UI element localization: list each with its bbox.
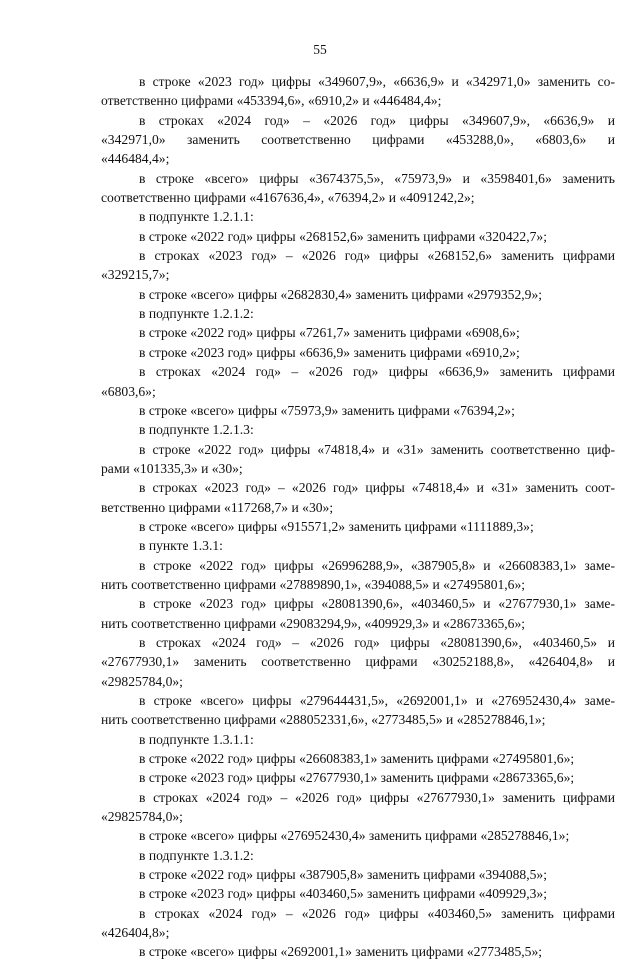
text-line: «446484,4»;: [101, 151, 170, 167]
text-line: в строке «2022 год» цифры «26608383,1» заменить цифрами «27495801,6»;: [139, 751, 575, 767]
text-line: в строке «2023 год» цифры «28081390,6», «403460,5» и «27677930,1» заме-: [139, 596, 615, 612]
text-line: в строках «2024 год» – «2026 год» цифры «28081390,6», «403460,5» и: [139, 634, 615, 650]
text-line: в строке «всего» цифры «915571,2» заменить цифрами «1111889,3»;: [139, 518, 534, 534]
document-body: [101, 72, 615, 962]
text-line: в строке «2023 год» цифры «403460,5» заменить цифрами «409929,3»;: [139, 886, 547, 902]
text-line: в строках «2024 год» – «2026 год» цифры «349607,9», «6636,9» и: [139, 112, 615, 128]
text-line: нить соответственно цифрами «27889890,1», «394088,5» и «27495801,6»;: [101, 576, 526, 592]
text-line: в строке «2023 год» цифры «349607,9», «6636,9» и «342971,0» заменить со-: [139, 74, 615, 89]
text-line: ответственно цифрами «453394,6», «6910,2» и «446484,4»;: [101, 93, 442, 109]
text-line: «329215,7»;: [101, 267, 170, 283]
text-line: в строке «всего» цифры «279644431,5», «2692001,1» и «276952430,4» заме-: [139, 693, 615, 708]
text-line: в строке «всего» цифры «2692001,1» заменить цифрами «2773485,5»;: [139, 944, 543, 960]
text-line: в строке «всего» цифры «3674375,5», «75973,9» и «3598401,6» заменить: [139, 170, 615, 186]
text-line: «27677930,1» заменить соответственно цифрами «30252188,8», «426404,8» и: [101, 654, 615, 670]
text-line: в подпункте 1.2.1.3:: [139, 422, 254, 438]
text-line: в строке «всего» цифры «75973,9» заменить цифрами «76394,2»;: [139, 402, 515, 418]
text-line: нить соответственно цифрами «288052331,6», «2773485,5» и «285278846,1»;: [101, 712, 546, 728]
text-line: рами «101335,3» и «30»;: [101, 460, 243, 476]
text-line: в подпункте 1.3.1.2:: [139, 847, 254, 863]
text-line: в строке «2022 год» цифры «268152,6» заменить цифрами «320422,7»;: [139, 228, 547, 244]
text-line: ветственно цифрами «117268,7» и «30»;: [101, 499, 334, 515]
text-line: в строке «2022 год» цифры «74818,4» и «31» заменить соответственно циф-: [139, 441, 615, 457]
text-line: «6803,6»;: [101, 383, 156, 399]
text-line: в пункте 1.3.1:: [139, 538, 223, 554]
text-line: в строках «2024 год» – «2026 год» цифры «403460,5» заменить цифрами: [139, 905, 615, 921]
text-line: в строке «всего» цифры «2682830,4» заменить цифрами «2979352,9»;: [139, 286, 543, 302]
text-line: в подпункте 1.2.1.1:: [139, 209, 254, 225]
text-line: в строках «2024 год» – «2026 год» цифры «27677930,1» заменить цифрами: [139, 789, 615, 805]
text-line: «29825784,0»;: [101, 673, 183, 689]
text-line: в строке «2023 год» цифры «27677930,1» заменить цифрами «28673365,6»;: [139, 770, 575, 786]
text-line: в строках «2023 год» – «2026 год» цифры «74818,4» и «31» заменить соот-: [139, 480, 615, 496]
text-line: соответственно цифрами «4167636,4», «76394,2» и «4091242,2»;: [101, 190, 475, 206]
page-number: 55: [313, 42, 327, 57]
text-line: в строке «2022 год» цифры «387905,8» заменить цифрами «394088,5»;: [139, 867, 547, 883]
text-line: в подпункте 1.3.1.1:: [139, 731, 254, 747]
text-line: «426404,8»;: [101, 925, 170, 941]
text-line: в строке «2022 год» цифры «26996288,9», «387905,8» и «26608383,1» заме-: [139, 557, 615, 573]
text-line: «29825784,0»;: [101, 809, 183, 825]
text-line: в подпункте 1.2.1.2:: [139, 306, 254, 322]
text-line: в строке «2022 год» цифры «7261,7» заменить цифрами «6908,6»;: [139, 325, 520, 341]
text-line: в строке «всего» цифры «276952430,4» заменить цифрами «285278846,1»;: [139, 828, 570, 844]
text-line: в строках «2023 год» – «2026 год» цифры «268152,6» заменить цифрами: [139, 248, 615, 264]
text-line: «342971,0» заменить соответственно цифрами «453288,0», «6803,6» и: [101, 132, 615, 148]
text-line: нить соответственно цифрами «29083294,9», «409929,3» и «28673365,6»;: [101, 615, 526, 631]
text-line: в строке «2023 год» цифры «6636,9» заменить цифрами «6910,2»;: [139, 344, 520, 360]
text-line: в строках «2024 год» – «2026 год» цифры «6636,9» заменить цифрами: [139, 364, 615, 380]
